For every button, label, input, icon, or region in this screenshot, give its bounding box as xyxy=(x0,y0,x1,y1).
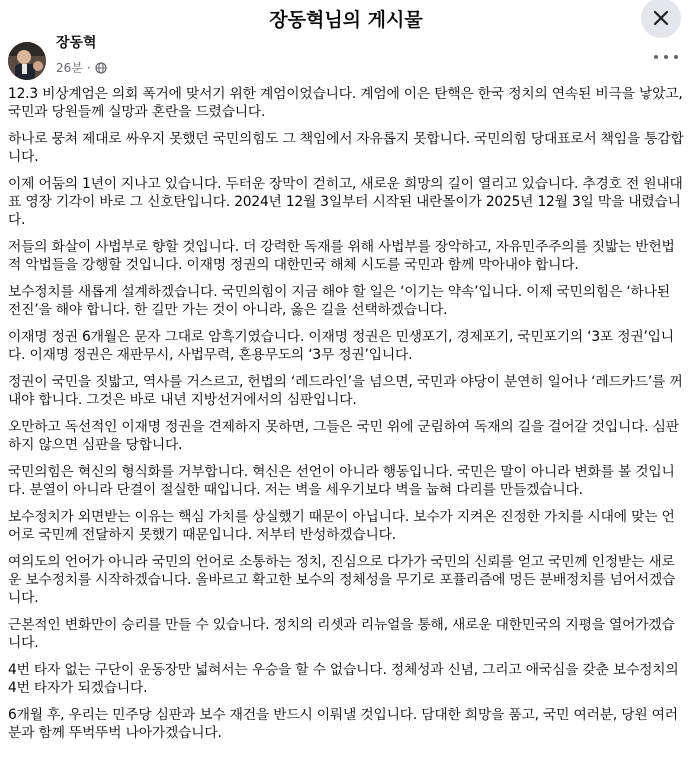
avatar[interactable] xyxy=(8,42,46,80)
author-name[interactable]: 장동혁 xyxy=(56,35,97,51)
post-time[interactable]: 26분 xyxy=(56,61,83,75)
post-paragraph: 이제 어둠의 1년이 지나고 있습니다. 두터운 장막이 걷히고, 새로운 희망의 길이 열리고 있습니다. 추경호 전 원내대표 영장 기각이 바로 그 신호탄입니다. 2024년 12월 3일부터 시작된 내란몰이가 2025년 12월 3일 막을 내렸습니다. xyxy=(8,176,683,228)
post-paragraph: 정권이 국민을 짓밟고, 역사를 거스르고, 헌법의 ‘레드라인’을 넘으면, 국민과 야당이 분연히 일어나 ‘레드카드’를 꺼내야 합니다. 그것은 바로 내년 지방선거에서의 심판입니다. xyxy=(8,374,683,408)
more-button[interactable] xyxy=(652,47,680,67)
dialog-header xyxy=(0,0,692,35)
more-icon xyxy=(654,55,658,59)
post-paragraph: 보수정치를 새롭게 설계하겠습니다. 국민의힘이 지금 해야 할 일은 ‘이기는 약속’입니다. 이제 국민의힘은 ‘하나된 전진’을 해야 합니다. 한 길만 가는 것이 아니라, 옳은 길을 선택하겠습니다. xyxy=(8,284,670,318)
post-paragraph: 하나로 뭉쳐 제대로 싸우지 못했던 국민의힘도 그 책임에서 자유롭지 못합니다. 국민의힘 당대표로서 책임을 통감합니다. xyxy=(8,131,684,165)
post-author-row xyxy=(0,35,692,83)
meta-separator: · xyxy=(86,60,91,75)
post-paragraph: 4번 타자 없는 구단이 운동장만 넓혀서는 우승을 할 수 없습니다. 정체성과 신념, 그리고 애국심을 갖춘 보수정치의 4번 타자가 되겠습니다. xyxy=(8,662,679,696)
close-icon xyxy=(652,9,670,27)
post-meta xyxy=(56,59,107,76)
post-paragraph: 6개월 후, 우리는 민주당 심판과 보수 재건을 반드시 이뤄낼 것입니다. 담대한 희망을 품고, 국민 여러분, 당원 여러분과 함께 뚜벅뚜벅 나아가겠습니다. xyxy=(8,707,678,741)
post-paragraph: 12.3 비상계엄은 의회 폭거에 맞서기 위한 계엄이었습니다. 계엄에 이은 탄핵은 한국 정치의 연속된 비극을 낳았고, 국민과 당원들께 실망과 혼란을 드렸습니다. xyxy=(8,86,683,120)
post-paragraph: 여의도의 언어가 아니라 국민의 언어로 소통하는 정치, 진심으로 다가가 국민의 신뢰를 얻고 국민께 인정받는 새로운 보수정치를 시작하겠습니다. 올바르고 확고한 보수의 정체성을 무기로 포퓰리즘에 멍든 분배정치를 넘어서겠습니다. xyxy=(8,554,676,606)
globe-icon[interactable] xyxy=(95,62,107,74)
post-paragraph: 근본적인 변화만이 승리를 만들 수 있습니다. 정치의 리셋과 리뉴얼을 통해, 새로운 대한민국의 지평을 열어가겠습니다. xyxy=(8,617,675,651)
post-paragraph: 국민의힘은 혁신의 형식화를 거부합니다. 혁신은 선언이 아니라 행동입니다. 국민은 말이 아니라 변화를 볼 것입니다. 분열이 아니라 단결이 절실한 때입니다. 저는 벽을 세우기보다 벽을 눕혀 다리를 만들겠습니다. xyxy=(8,464,675,498)
post-paragraph: 저들의 화살이 사법부로 향할 것입니다. 더 강력한 독재를 위해 사법부를 장악하고, 자유민주주의를 짓밟는 반헌법적 악법들을 강행할 것입니다. 이재명 정권의 대한민국 해체 시도를 국민과 함께 막아내야 합니다. xyxy=(8,239,675,273)
dialog-title: 장동혁님의 게시물 xyxy=(269,9,423,31)
post-paragraph: 오만하고 독선적인 이재명 정권을 견제하지 못하면, 그들은 국민 위에 군림하여 독재의 길을 걸어갈 것입니다. 심판하지 않으면 심판을 당합니다. xyxy=(8,419,679,453)
avatar-image xyxy=(8,42,46,80)
post-paragraph: 이재명 정권 6개월은 문자 그대로 암흑기였습니다. 이재명 정권은 민생포기, 경제포기, 국민포기의 ‘3포 정권’입니다. 이재명 정권은 재판무시, 사법무력, 혼용무도의 ‘3무 정권’입니다. xyxy=(8,329,674,363)
post-paragraph: 보수정치가 외면받는 이유는 핵심 가치를 상실했기 때문이 아닙니다. 보수가 지켜온 진정한 가치를 시대에 맞는 언어로 국민께 전달하지 못했기 때문입니다. 저부터 반성하겠습니다. xyxy=(8,509,675,543)
post-body xyxy=(8,85,684,751)
